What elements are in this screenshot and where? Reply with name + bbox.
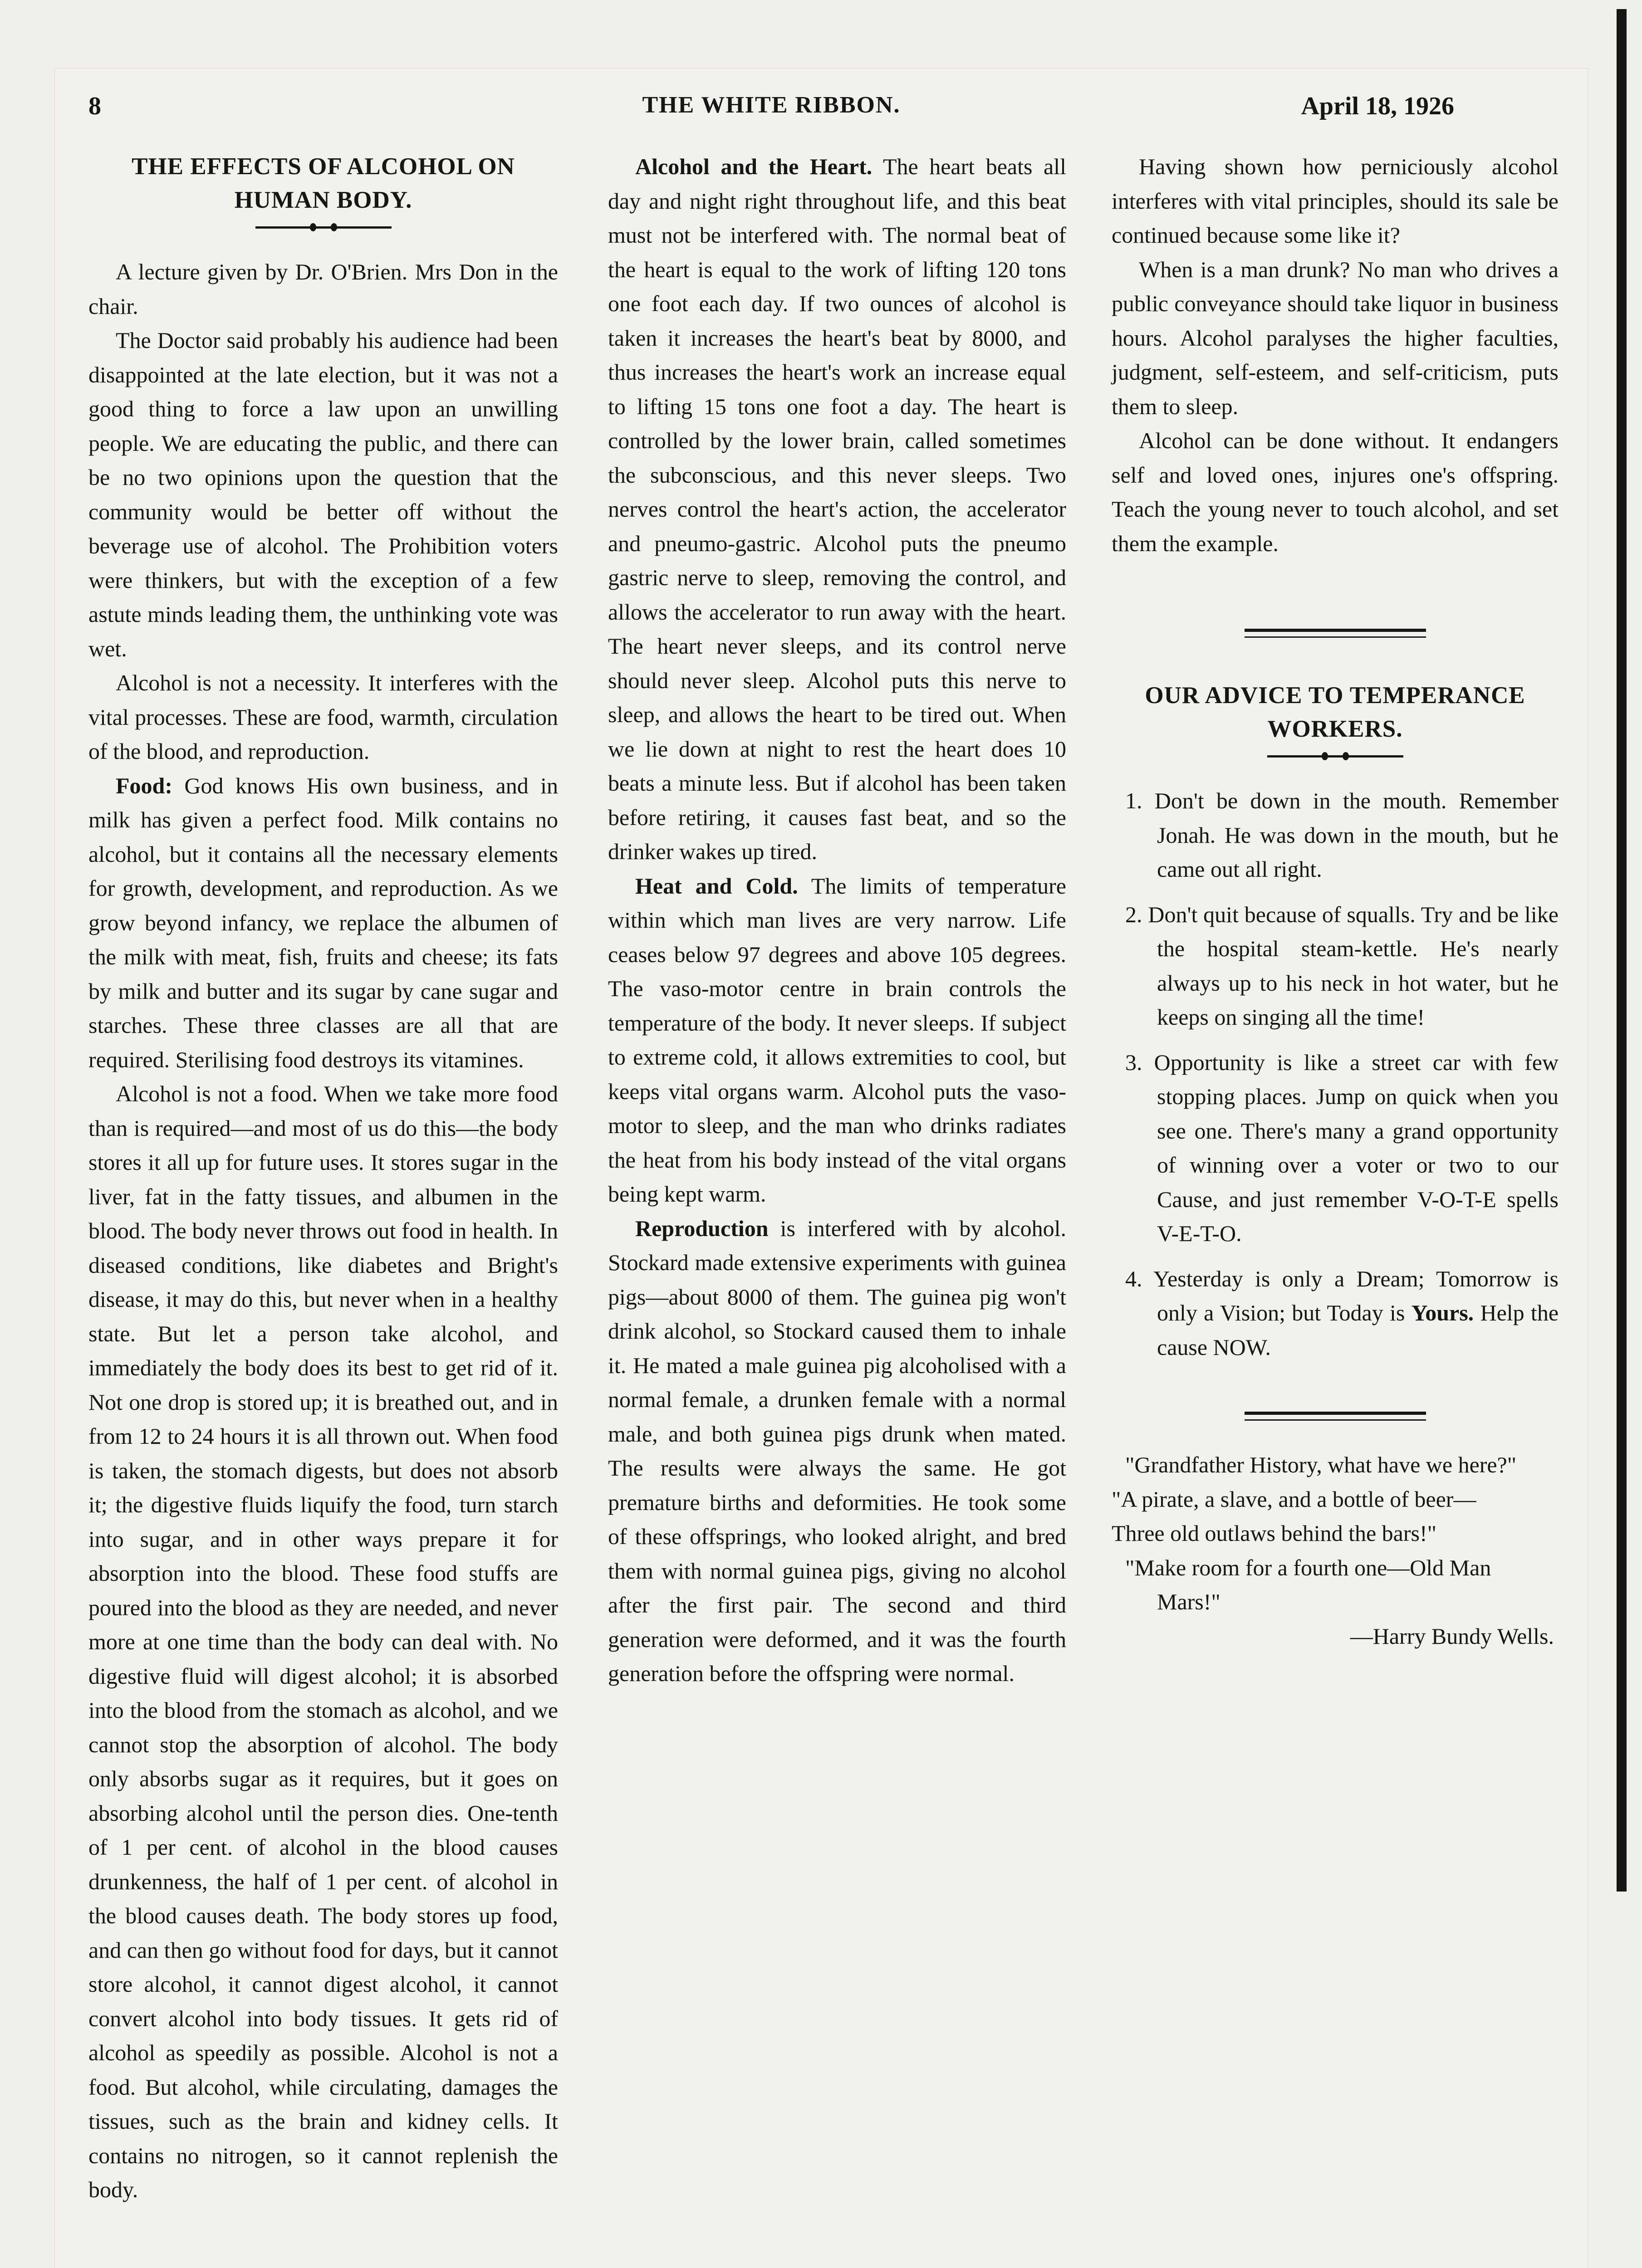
paragraph-food [88, 769, 558, 1077]
ornament-divider [255, 220, 392, 234]
column-2 [608, 150, 1066, 1691]
column-3 [1112, 150, 1559, 1653]
scan-edge-bar [1617, 9, 1627, 1892]
article-title: THE EFFECTS OF ALCOHOL ON HUMAN BODY. [132, 153, 515, 213]
paragraph-heat [608, 869, 1066, 1212]
poem-line: Three old outlaws behind the bars!" [1112, 1520, 1437, 1546]
subheading-food: Food: [116, 772, 172, 798]
item4-bold: Yours. [1411, 1300, 1474, 1325]
heart-text: The heart beats all day and night right throughout life, and this beat must not be interfered with. The normal beat of the heart is equal to the work of lifting 120 tons one foot each day. If two ounces of alcohol is taken it increases the heart's beat by 8000, and thus increases the heart's work an increase equal to lifting 15 tons one foot a day. The heart is controlled by the lower brain, called sometimes the subconscious, and this never sleeps. Two nerves control the heart's action, the accelerator and pneumo-gastric. Alcohol puts the pneumo gastric nerve to sleep, removing the control, and allows the accelerator to run away with the heart. The heart never sleeps, and its control nerve should never sleep. Alcohol puts this nerve to sleep, and allows the heart to be tired out. When we lie down at night to rest the heart does 10 beats a minute less. But if alcohol has been taken before retiring, it causes fast beat, and so the drinker wakes up tired. [608, 154, 1066, 864]
section-rule [1245, 629, 1426, 638]
poem [1112, 1448, 1559, 1653]
heat-text: The limits of temperature within which man lives are very narrow. Life ceases below 97 degrees and above 105 degrees. The vaso-motor centre in brain controls the temperature of the body. It never sleeps. If subject to extreme cold, it allows extremities to cool, but keeps vital organs warm. Alcohol puts the vaso-motor to sleep, and the man who drinks radiates the heat from his body instead of the vital organs being kept warm. [608, 873, 1066, 1207]
item4-start: 4. Yesterday is only a Dream; Tomorrow is only a Vision; but Today is [1125, 1266, 1559, 1325]
section-rule [1245, 1412, 1426, 1421]
page-header [88, 92, 1454, 132]
paragraph-reproduction [608, 1212, 1066, 1691]
subheading-heart: Alcohol and the Heart. [635, 154, 872, 179]
list-item: 3. Opportunity is like a street car with few stopping places. Jump on quick when you see one. There's many a grand opportunity of winning over a voter or two to our Cause, and just remember V-O-T-E spells V-E-T-O. [1125, 1049, 1559, 1246]
advice-list [1112, 784, 1559, 1364]
reproduction-text: is interfered with by alcohol. Stockard made extensive experiments with guinea pigs—about 8000 of them. The guinea pig won't drink alcohol, so Stockard caused them to inhale it. He mated a male guinea pig alcoholised with a normal female, a drunken female with a normal male, and both guinea pigs drunk when mated. The results were always the same. He got premature births and deformities. He took some of these offsprings, who looked alright, and bred them with normal guinea pigs, giving no alcohol after the first pair. The second and third generation were deformed, and it was the fourth generation before the offspring were normal. [608, 1215, 1066, 1686]
subheading-heat: Heat and Cold. [635, 873, 798, 899]
ornament-divider [1267, 749, 1403, 763]
list-item [1112, 1262, 1559, 1365]
poem-line: "Make room for a fourth one—Old Man Mars!" [1125, 1554, 1491, 1614]
paragraph: Alcohol is not a necessity. It interferes with the vital processes. These are food, warmth, circulation of the blood, and reproduction. [88, 670, 558, 764]
column-1 [88, 150, 558, 2202]
list-item: 1. Don't be down in the mouth. Remember Jonah. He was down in the mouth, but he came out all right. [1125, 788, 1559, 882]
newspaper-page [54, 68, 1588, 2268]
poem-line: "A pirate, a slave, and a bottle of beer— [1112, 1486, 1476, 1512]
paragraph: When is a man drunk? No man who drives a public conveyance should take liquor in business hours. Alcohol paralyses the higher faculties, judgment, self-esteem, and self-criticism, puts them to sleep. [1112, 256, 1559, 419]
paragraph: Alcohol can be done without. It endangers self and loved ones, injures one's offspring. Teach the young never to touch alcohol, and set them the example. [1112, 428, 1559, 556]
masthead-title: THE WHITE RIBBON. [642, 92, 901, 118]
issue-date: April 18, 1926 [1301, 92, 1454, 120]
paragraph: A lecture given by Dr. O'Brien. Mrs Don in the chair. [88, 259, 558, 319]
item4-end: Help the cause NOW. [1157, 1300, 1559, 1360]
food-text: God knows His own business, and in milk has given a perfect food. Milk contains no alcohol, but it contains all the necessary elements for growth, development, and reproduction. As we grow beyond infancy, we replace the albumen of the milk with meat, fish, fruits and cheese; its fats by milk and butter and its sugar by cane sugar and starches. These three classes are all that are required. Sterilising food destroys its vitamines. [88, 772, 558, 1072]
poem-line: "Grandfather History, what have we here?" [1125, 1452, 1517, 1477]
paragraph-heart [608, 150, 1066, 869]
paragraph-not-food: Alcohol is not a food. When we take more food than is required—and most of us do this—the body stores it all up for future uses. It stores sugar in the liver, fat in the fatty tissues, and albumen in the blood. The body never throws out food in health. In diseased conditions, like diabetes and Bright's disease, it may do this, but never when in a healthy state. But let a person take alcohol, and immediately the body does its best to get rid of it. Not one drop is stored up; it is breathed out, and in from 12 to 24 hours it is all thrown out. When food is taken, the stomach digests, but does not absorb it; the digestive fluids liquify the food, turn starch into sugar, and in other ways prepare it for absorption into the blood. These food stuffs are poured into the blood as they are needed, and never more at one time than the body can deal with. No digestive fluid will digest alcohol; it is absorbed into the blood from the stomach as alcohol, and we cannot stop the absorption of alcohol. The body only absorbs sugar as it requires, but it goes on absorbing alcohol until the person dies. One-tenth of 1 per cent. of alcohol in the blood causes drunkenness, the half of 1 per cent. of alcohol in the blood causes death. The body stores up food, and can then go without food for days, but it cannot store alcohol, it cannot digest alcohol, it cannot convert alcohol into body tissues. It gets rid of alcohol as speedily as possible. Alcohol is not a food. But alcohol, while circulating, damages the tissues, such as the brain and kidney cells. It contains no nitrogen, so it cannot replenish the body. [88, 1081, 558, 2202]
list-item: 2. Don't quit because of squalls. Try and be like the hospital steam-kettle. He's nearly always up to his neck in hot water, but he keeps on singing all the time! [1125, 901, 1559, 1030]
poem-author: —Harry Bundy Wells. [1350, 1623, 1554, 1649]
article-title-advice: OUR ADVICE TO TEMPERANCE WORKERS. [1145, 682, 1525, 742]
subheading-reproduction: Reproduction [635, 1215, 769, 1241]
page-number: 8 [88, 92, 101, 120]
paragraph: Having shown how perniciously alcohol interferes with vital principles, should its sale be continued because some like it? [1112, 154, 1559, 248]
paragraph: The Doctor said probably his audience had been disappointed at the late election, but it was not a good thing to force a law upon an unwilling people. We are educating the public, and there can be no two opinions upon the question that the community would be better off without the beverage use of alcohol. The Prohibition voters were thinkers, but with the exception of a few astute minds leading them, the unthinking vote was wet. [88, 327, 558, 661]
